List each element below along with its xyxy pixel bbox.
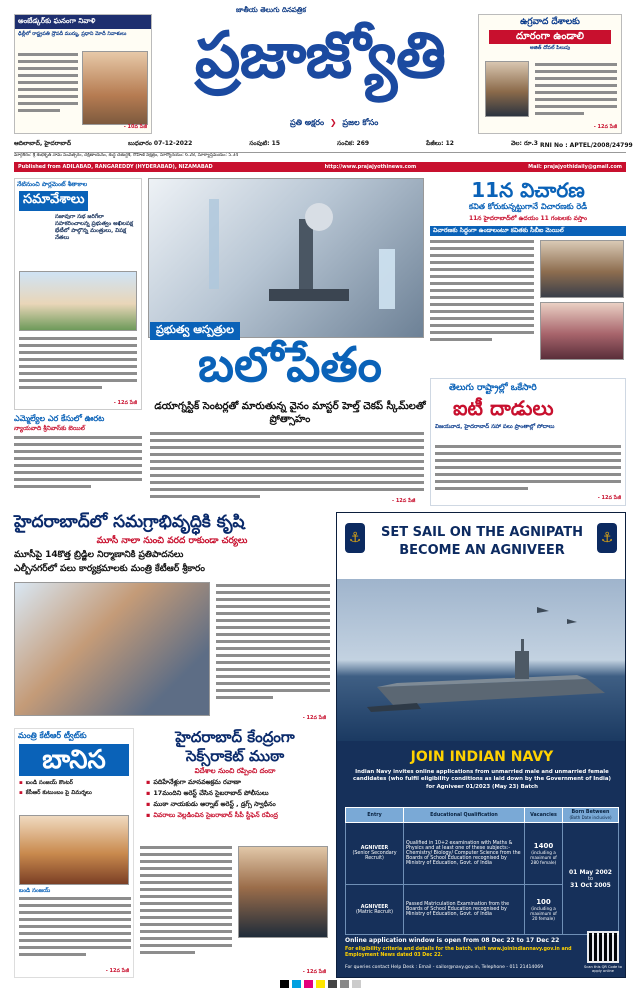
ktr-point-1: ▪ బండి సంజయ్ కౌంటర్ [15, 776, 133, 787]
qr-code-icon[interactable] [587, 931, 619, 963]
teaser-right-title-1: ఉగ్రవాద దేశాలకు [520, 17, 580, 27]
teaser-left-tag: - 10వ పేజీ [123, 124, 147, 130]
table-row [346, 823, 619, 885]
hyd-dev-sub-2: మూసీపై 14కొత్త బ్రిడ్జిల నిర్మాణానికి ప్రతిపాదనలు [14, 550, 184, 560]
hyd-dev-tag: - 12వ పేజీ [302, 715, 326, 721]
navy-born-to-prefix: to [587, 875, 594, 882]
navy-crest-right-icon: ⚓ [597, 523, 617, 553]
parliament-story[interactable] [14, 178, 142, 410]
it-raids-body [435, 445, 621, 494]
navy-join: JOIN INDIAN NAVY [410, 749, 554, 765]
lead-kicker: ప్రభుత్వ ఆస్పత్రుల [150, 322, 240, 340]
ktr-story[interactable] [14, 728, 134, 978]
navy-row2-entry: AGNIVEER [360, 904, 389, 910]
inquiry-headline: 11న విచారణ [471, 178, 585, 202]
publisher-url[interactable]: http://www.prajajyothinews.com [324, 164, 417, 170]
teaser-right-text [535, 63, 617, 119]
navy-eligibility[interactable]: For eligibility criteria and details for the batch, visit www.joinindiannavy.gov.in and Employment News dated 03 Dec 22. [345, 947, 572, 958]
hyd-dev-story[interactable] [14, 510, 330, 722]
publisher-bar [14, 162, 626, 172]
navy-headline-1: SET SAIL ON THE AGNIPATH [381, 525, 583, 540]
navy-ad-header [337, 513, 626, 579]
it-raids-lead: విజయవాడ, హైదరాబాద్ సహా పలు ప్రాంతాల్లో సోదాలు [435, 424, 555, 430]
dateline-volume: సంపుటి: 15 [249, 140, 281, 147]
hyd-dev-headline: హైదరాబాద్‌లో సమగ్రాభివృద్ధికి కృషి [14, 512, 245, 532]
lead-headline[interactable]: బలోపేతం [197, 337, 383, 393]
hyd-dev-sub-3: ఎల్బీనగర్‌లో పలు కార్యక్రమాలకు మంత్రి కేటీఆర్ శ్రీకారం [14, 564, 205, 574]
racket-story[interactable] [140, 728, 330, 978]
ktr-tag: - 12వ పేజీ [105, 968, 129, 974]
teaser-right-tag: - 12వ పేజీ [593, 124, 617, 130]
navy-helpdesk[interactable]: For queries contact Help Desk : Email - sailor@navy.gov.in, Telephone - 011 21414069 [345, 965, 544, 970]
lead-body [150, 432, 424, 502]
hyd-dev-body [216, 584, 330, 703]
navy-th-vacancies: Vacancies [525, 808, 563, 823]
it-raids-tag: - 12వ పేజీ [597, 495, 621, 501]
panchang-strip: మార్గశిరం: శ్రీ శుభకృత్ నామ సంవత్సరం, దక్షిణాయనం, శుద్ధ చతుర్దశి, రోహిణి నక్షత్రం, సూర్యోదయం: 6.28, సూర్యాస్తమయం: 5.34 [14, 152, 626, 159]
dateline [14, 140, 538, 148]
navy-row2-vacancies: 100 [536, 898, 551, 906]
motto-left: ప్రతి అక్షరం [290, 118, 325, 127]
rni-number: RNI No : APTEL/2008/24799 [540, 142, 633, 149]
racket-photo [238, 846, 328, 938]
navy-qr-caption: Scan this QR Code to apply online [584, 965, 622, 974]
racket-body [140, 846, 232, 958]
it-raids-kicker: తెలుగు రాష్ట్రాల్లో ఒకేసారి [449, 383, 537, 393]
navy-born-from: 01 May 2002 [569, 868, 612, 876]
racket-bullet-4: ▪ వివరాలు వెల్లడించిన సైబరాబాద్ సీపీ స్టీఫెన్ రవీంద్ర [140, 810, 330, 821]
teaser-left[interactable] [14, 14, 152, 134]
dateline-date: బుధవారం 07-12-2022 [128, 140, 193, 147]
ktr-photo [19, 815, 129, 885]
dateline-price: వెల: రూ.3 [510, 140, 538, 147]
navy-row2-qualification: Passed Matriculation Examination from the Boards of School Education recognised by Ministry of Education, Govt. of India [404, 885, 525, 935]
dateline-issue: సంచిక: 269 [337, 140, 370, 147]
motto-divider-icon: ❯ [329, 118, 337, 127]
inquiry-deck: 11న హైదరాబాద్‌లో ఉదయం 11 గంటలకు వస్తాం [468, 215, 588, 222]
inquiry-subhead: కవిత కోరుకున్నట్టుగానే విచారణకు రెడీ [468, 202, 588, 211]
navy-th-born-note: (Both Date inclusive) [569, 815, 612, 820]
it-raids-headline: ఐటీ దాడులు [453, 396, 554, 420]
navy-th-entry: Entry [346, 808, 404, 823]
parliament-tag: - 12వ పేజీ [113, 400, 137, 406]
navy-row1-vacancy-note: (including a maximum of 280 female) [530, 850, 557, 865]
parliament-lead: సజావుగా సభ జరిగేలా సహకరించాలన్న ప్రభుత్వం అఖిలపక్ష భేటీలో పాల్గొన్న మంత్రులు, విపక్ష నేతలు [55, 214, 133, 241]
it-raids-story[interactable] [430, 378, 626, 506]
teaser-right-title-2: దూరంగా ఉండాలి [489, 30, 611, 44]
navy-row1-qualification: Qualified in 10+2 examination with Maths & Physics and at least one of these subjects:- Chemistry/ Biology/ Computer Science from the Boards of School Education recognised by Ministry of Education, Govt. of India [404, 823, 525, 885]
ktr-body [19, 897, 131, 960]
navy-born-to: 31 Oct 2005 [570, 881, 611, 889]
navy-window: Online application window is open from 08 Dec 22 to 17 Dec 22 [345, 937, 560, 944]
ktr-headline: బానిస [19, 744, 129, 776]
publisher-mail[interactable]: Mail: prajajyothidaily@gmail.com [528, 164, 622, 170]
color-registration-bar [250, 980, 390, 988]
hyd-dev-photo [14, 582, 210, 716]
dateline-place: ఆదిలాబాద్, హైదరాబాద్ [14, 140, 72, 147]
parliament-kicker: నేటినుంచి పార్లమెంట్ శీతాకాల [17, 181, 88, 188]
navy-headline-2: BECOME AN AGNIVEER [399, 543, 565, 558]
hyd-dev-sub-1: మూసీ నాలా నుంచి వరద రాకుండా చర్యలు [96, 536, 248, 546]
inquiry-photo-2 [540, 302, 624, 360]
teaser-left-subtitle: ఢిల్లీలో రాష్ట్రపతి ద్రౌపదీ ముర్ము, ప్రధాని మోదీ నివాళులు [18, 31, 127, 37]
inquiry-body [430, 240, 534, 345]
parliament-title: సమావేశాలు [19, 191, 88, 211]
microscope-icon [149, 179, 425, 339]
parliament-body [19, 337, 137, 393]
navy-row1-vacancies: 1400 [533, 842, 554, 850]
racket-tag: - 12వ పేజీ [302, 969, 326, 975]
motto-right: ప్రజల కోసం [342, 118, 379, 127]
teaser-left-text [18, 53, 78, 116]
masthead-tagline: జాతీయ తెలుగు దినపత్రిక [236, 6, 306, 14]
navy-crest-left-icon: ⚓ [345, 523, 365, 553]
navy-row1-entry-sub: (Senior Secondary Recruit) [352, 851, 397, 861]
navy-intro: Indian Navy invites online applications from unmarried male and unmarried female candidates (who fulfil eligibility conditions as laid down by the Government of India) for Agniveer 01/2023 (May 23) Batch [353, 769, 611, 790]
publisher-left: Published from ADILABAD, RANGAREDDY (HYDERABAD), NIZAMABAD [18, 164, 213, 170]
lead-photo [148, 178, 424, 338]
teaser-right-subtitle: అజిత్ దోవల్ పిలుపు [529, 45, 571, 51]
navy-th-born-label: Born Between [571, 810, 610, 815]
inquiry-photo-1 [540, 240, 624, 298]
navy-th-born [563, 808, 619, 823]
mla-subtitle: న్యాయవాది శ్రీనివాస్‌కు బెయిల్ [14, 425, 85, 432]
masthead-logo[interactable]: ప్రజాజ్యోతి [194, 19, 446, 93]
navy-th-qualification: Educational Qualification [404, 808, 525, 823]
navy-row2-vacancy-note: (including a maximum of 20 female) [530, 906, 557, 921]
aircraft-carrier-icon [337, 579, 626, 741]
navy-row2-entry-sub: (Matric Recruit) [355, 909, 394, 915]
navy-table [345, 807, 619, 935]
lead-subhead: డయాగ్నస్టిక్ సెంటర్లతో మారుతున్న వైనం మాస్టర్ హెల్త్ చెకప్ స్కీమ్‌లతో ప్రోత్సాహం [154, 401, 426, 425]
inquiry-story[interactable] [430, 178, 626, 374]
navy-ship-photo [337, 579, 626, 741]
masthead-motto [290, 118, 378, 129]
racket-bullet-1: ▪ పదిహేనేళ్లుగా మానవఅక్రమ రవాణా [140, 777, 330, 788]
navy-ad[interactable] [336, 512, 626, 978]
dateline-pages: పేజీలు: 12 [426, 140, 454, 147]
ktr-point-2: ▪ కేసీఆర్ కుటుంబం పై విమర్శలు [15, 787, 133, 797]
masthead [0, 0, 640, 170]
teaser-right[interactable] [478, 14, 622, 134]
teaser-right-photo [485, 61, 529, 117]
teaser-left-photo [82, 51, 148, 125]
mla-title: ఎమ్మెల్యేల ఎర కేసులో ఊరట [14, 414, 105, 423]
racket-lead: విదేశాల నుంచి రప్పించి దందా [194, 767, 276, 775]
ktr-caption: బండి సంజయ్ [19, 888, 51, 894]
mla-story[interactable] [14, 414, 142, 506]
parliament-photo [19, 271, 137, 331]
ktr-kicker: మంత్రి కేటీఆర్ ట్వీట్‌కు [18, 731, 87, 740]
mla-body [14, 436, 142, 492]
racket-line-1: హైదరాబాద్ కేంద్రంగా [175, 728, 295, 746]
racket-bullet-2: ▪ 17మందిని అరెస్ట్ చేసిన సైబరాబాద్ పోలీసులు [140, 788, 330, 799]
racket-bullet-3: ▪ ముఠా నాయకుడు అర్నాబ్ అరెస్ట్ , డ్రగ్స్ స్వాధీనం [140, 799, 330, 810]
navy-row1-entry: AGNIVEER [360, 846, 389, 851]
lead-tag: - 12వ పేజీ [392, 498, 416, 504]
racket-line-2: సెక్స్‌రాకెట్ ముఠా [185, 747, 285, 765]
teaser-left-title: అంబేడ్కర్‌కు ఘనంగా నివాళి [15, 15, 151, 29]
inquiry-note: విచారణకు సిద్ధంగా ఉండాలంటూ కవితకు సీబీఐ మెయిల్ [430, 226, 626, 236]
